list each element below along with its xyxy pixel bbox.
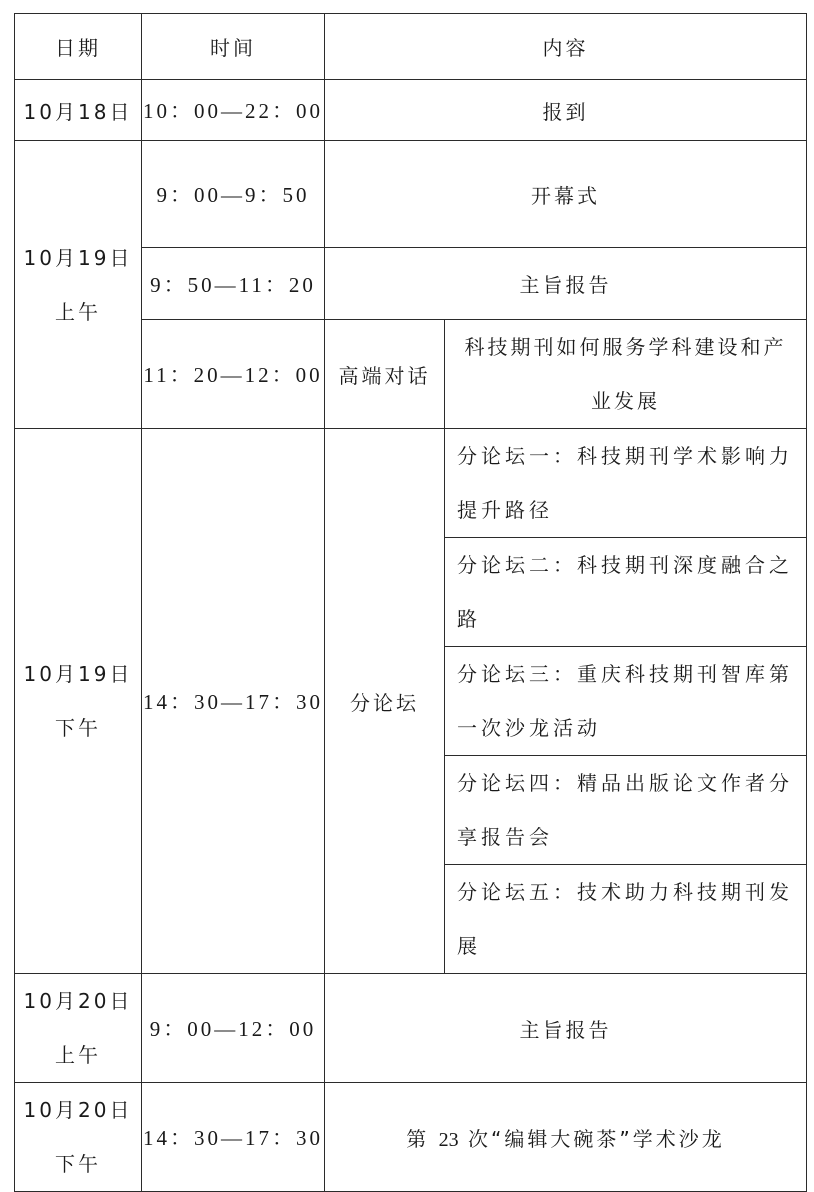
forum-cell <box>445 756 807 865</box>
forum-cell <box>445 538 807 647</box>
forum-line: 一次沙龙活动 <box>457 716 601 740</box>
period-line: 下午 <box>55 1152 101 1176</box>
date-line: 10月19日 <box>23 245 133 270</box>
time-cell: 14：30—17：30 <box>142 1083 325 1192</box>
topic-line: 科技期刊如何服务学科建设和产 <box>464 335 787 359</box>
row-forum-1 <box>15 429 807 538</box>
forum-line: 分论坛四：精品出版论文作者分 <box>457 771 793 795</box>
forum-line: 享报告会 <box>457 825 553 849</box>
time-cell: 9：00—12：00 <box>142 974 325 1083</box>
forum-cell <box>445 647 807 756</box>
time-cell: 9：00—9：50 <box>142 141 325 248</box>
content-cell: 主旨报告 <box>325 974 807 1083</box>
header-content: 内容 <box>325 14 807 80</box>
header-row <box>15 14 807 80</box>
topic-line: 业发展 <box>591 389 660 413</box>
header-time: 时间 <box>142 14 325 80</box>
content-text: 次“编辑大碗茶”学术沙龙 <box>467 1126 725 1151</box>
header-date: 日期 <box>15 14 142 80</box>
forum-line: 分论坛三：重庆科技期刊智库第 <box>457 662 793 686</box>
content-cell: 主旨报告 <box>325 248 807 320</box>
content-text: 第 <box>406 1126 430 1151</box>
row-day20-pm <box>15 1083 807 1192</box>
forum-line: 分论坛五：技术助力科技期刊发 <box>457 880 793 904</box>
topic-cell <box>445 320 807 429</box>
date-cell <box>15 1083 142 1192</box>
session-type-cell: 高端对话 <box>325 320 445 429</box>
schedule-table <box>14 13 807 1192</box>
date-line: 10月19日 <box>23 662 133 686</box>
forum-line: 路 <box>457 607 481 631</box>
row-opening <box>15 141 807 248</box>
row-checkin <box>15 80 807 141</box>
time-cell: 14：30—17：30 <box>142 429 325 974</box>
date-line: 10月20日 <box>23 1098 133 1122</box>
date-cell <box>15 429 142 974</box>
forum-line: 展 <box>457 934 481 958</box>
period-line: 下午 <box>55 716 101 740</box>
content-cell: 开幕式 <box>325 141 807 248</box>
forum-line: 分论坛一：科技期刊学术影响力 <box>457 444 793 468</box>
period-line: 上午 <box>55 299 101 324</box>
date-cell <box>15 141 142 429</box>
row-day20-am <box>15 974 807 1083</box>
period-line: 上午 <box>55 1043 101 1067</box>
forum-line: 分论坛二：科技期刊深度融合之 <box>457 553 793 577</box>
forum-line: 提升路径 <box>457 498 553 522</box>
date-cell <box>15 974 142 1083</box>
time-cell: 11：20—12：00 <box>142 320 325 429</box>
session-type-cell: 分论坛 <box>325 429 445 974</box>
date-cell: 10月18日 <box>15 80 142 141</box>
session-number: 23 <box>438 1128 459 1151</box>
time-cell: 10：00—22：00 <box>142 80 325 141</box>
forum-cell <box>445 429 807 538</box>
content-cell: 报到 <box>325 80 807 141</box>
content-cell <box>325 1083 807 1192</box>
date-line: 10月20日 <box>23 989 133 1013</box>
time-cell: 9：50—11：20 <box>142 248 325 320</box>
forum-cell <box>445 865 807 974</box>
